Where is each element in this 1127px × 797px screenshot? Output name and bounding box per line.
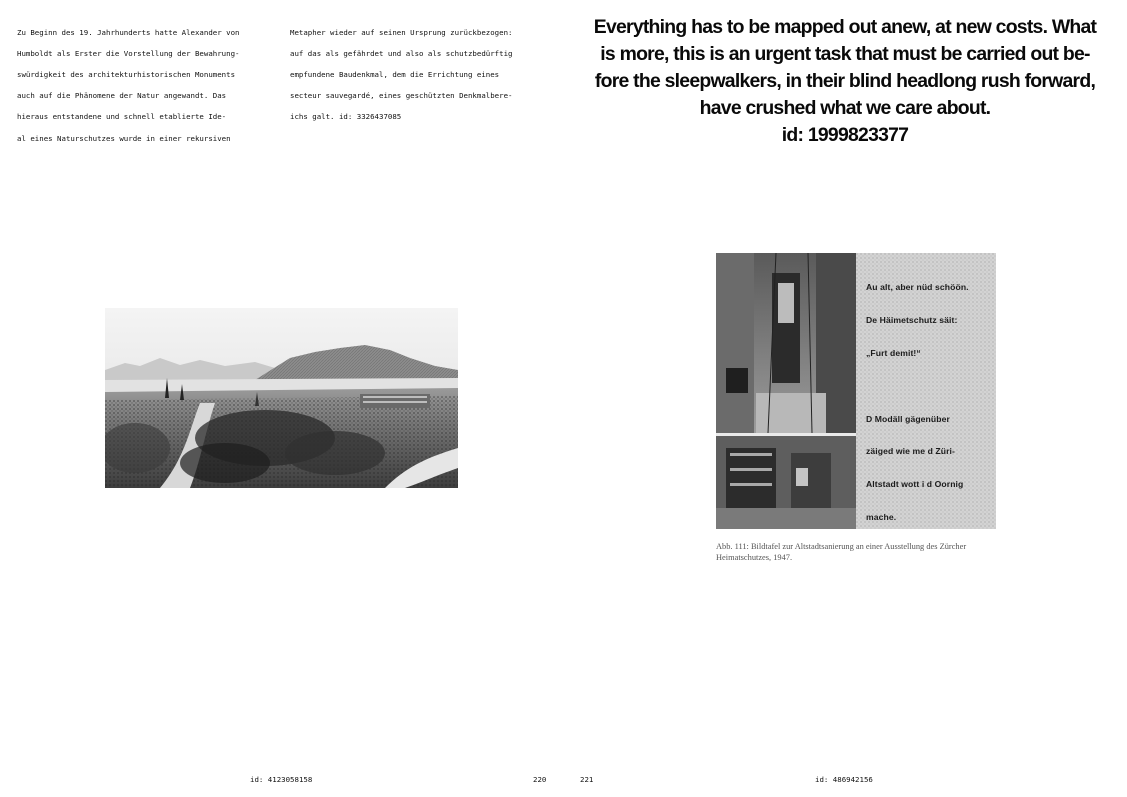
plate-text-line: zäiged wie me d Züri- bbox=[866, 446, 956, 457]
quote-line: have crushed what we care about. bbox=[699, 97, 991, 119]
text-line: empfundene Baudenkmal, dem die Errichtung eines bbox=[290, 69, 500, 79]
quote-line: fore the sleepwalkers, in their blind headlong rush forward, bbox=[594, 70, 1096, 92]
plate-text-line: Au alt, aber nüd schöön. bbox=[866, 282, 969, 293]
text-line: Humboldt als Erster die Vorstellung der Bewahrung- bbox=[17, 48, 240, 58]
footer-id-right: id: 486942156 bbox=[815, 775, 873, 784]
text-line: auch auf die Phänomene der Natur angewandt. Das bbox=[17, 91, 227, 101]
text-line: secteur sauvegardé, eines geschützten Denkmalbere- bbox=[290, 91, 513, 101]
footer-id-left: id: 4123058158 bbox=[250, 775, 313, 784]
text-line: auf das als gefährdet und also als schutzbedürftig bbox=[290, 48, 513, 58]
text-column-1 bbox=[17, 17, 279, 144]
figure-caption bbox=[716, 541, 1006, 564]
plate-text-line: De Häimetschutz säit: bbox=[866, 315, 958, 326]
plate-text-line: Altstadt wott i d Oornig bbox=[866, 479, 964, 490]
text-line: Metapher wieder auf seinen Ursprung zurückbezogen: bbox=[290, 27, 513, 37]
plate-text-line: „Furt demit!“ bbox=[866, 348, 921, 359]
text-line: Zu Beginn des 19. Jahrhunderts hatte Alexander von bbox=[17, 27, 240, 37]
pull-quote bbox=[578, 14, 1112, 149]
plate-text bbox=[866, 263, 991, 526]
text-column-2 bbox=[290, 17, 552, 123]
exhibition-plate-image bbox=[716, 253, 996, 529]
caption-line: Heimatschutzes, 1947. bbox=[716, 553, 793, 563]
quote-line: Everything has to be mapped out anew, at new costs. What bbox=[593, 16, 1097, 38]
text-line: ichs galt. id: 3326437085 bbox=[290, 112, 402, 122]
text-line: al eines Naturschutzes wurde in einer rekursiven bbox=[17, 133, 231, 143]
page-number-left: 220 bbox=[533, 775, 547, 784]
plate-text-line: D Modäll gägenüber bbox=[866, 413, 950, 424]
caption-line: Abb. 111: Bildtafel zur Altstadtsanierung an einer Ausstellung des Zürcher bbox=[716, 542, 967, 551]
plate-text-line: mache. bbox=[866, 512, 897, 523]
quote-id: id: 1999823377 bbox=[781, 124, 909, 146]
text-line: swürdigkeit des architekturhistorischen Monuments bbox=[17, 69, 236, 79]
page-number-right: 221 bbox=[580, 775, 594, 784]
quote-line: is more, this is an urgent task that must be carried out be- bbox=[600, 43, 1090, 65]
panorama-engraving-image bbox=[105, 308, 458, 488]
text-line: hieraus entstandene und schnell etablierte Ide- bbox=[17, 112, 227, 122]
